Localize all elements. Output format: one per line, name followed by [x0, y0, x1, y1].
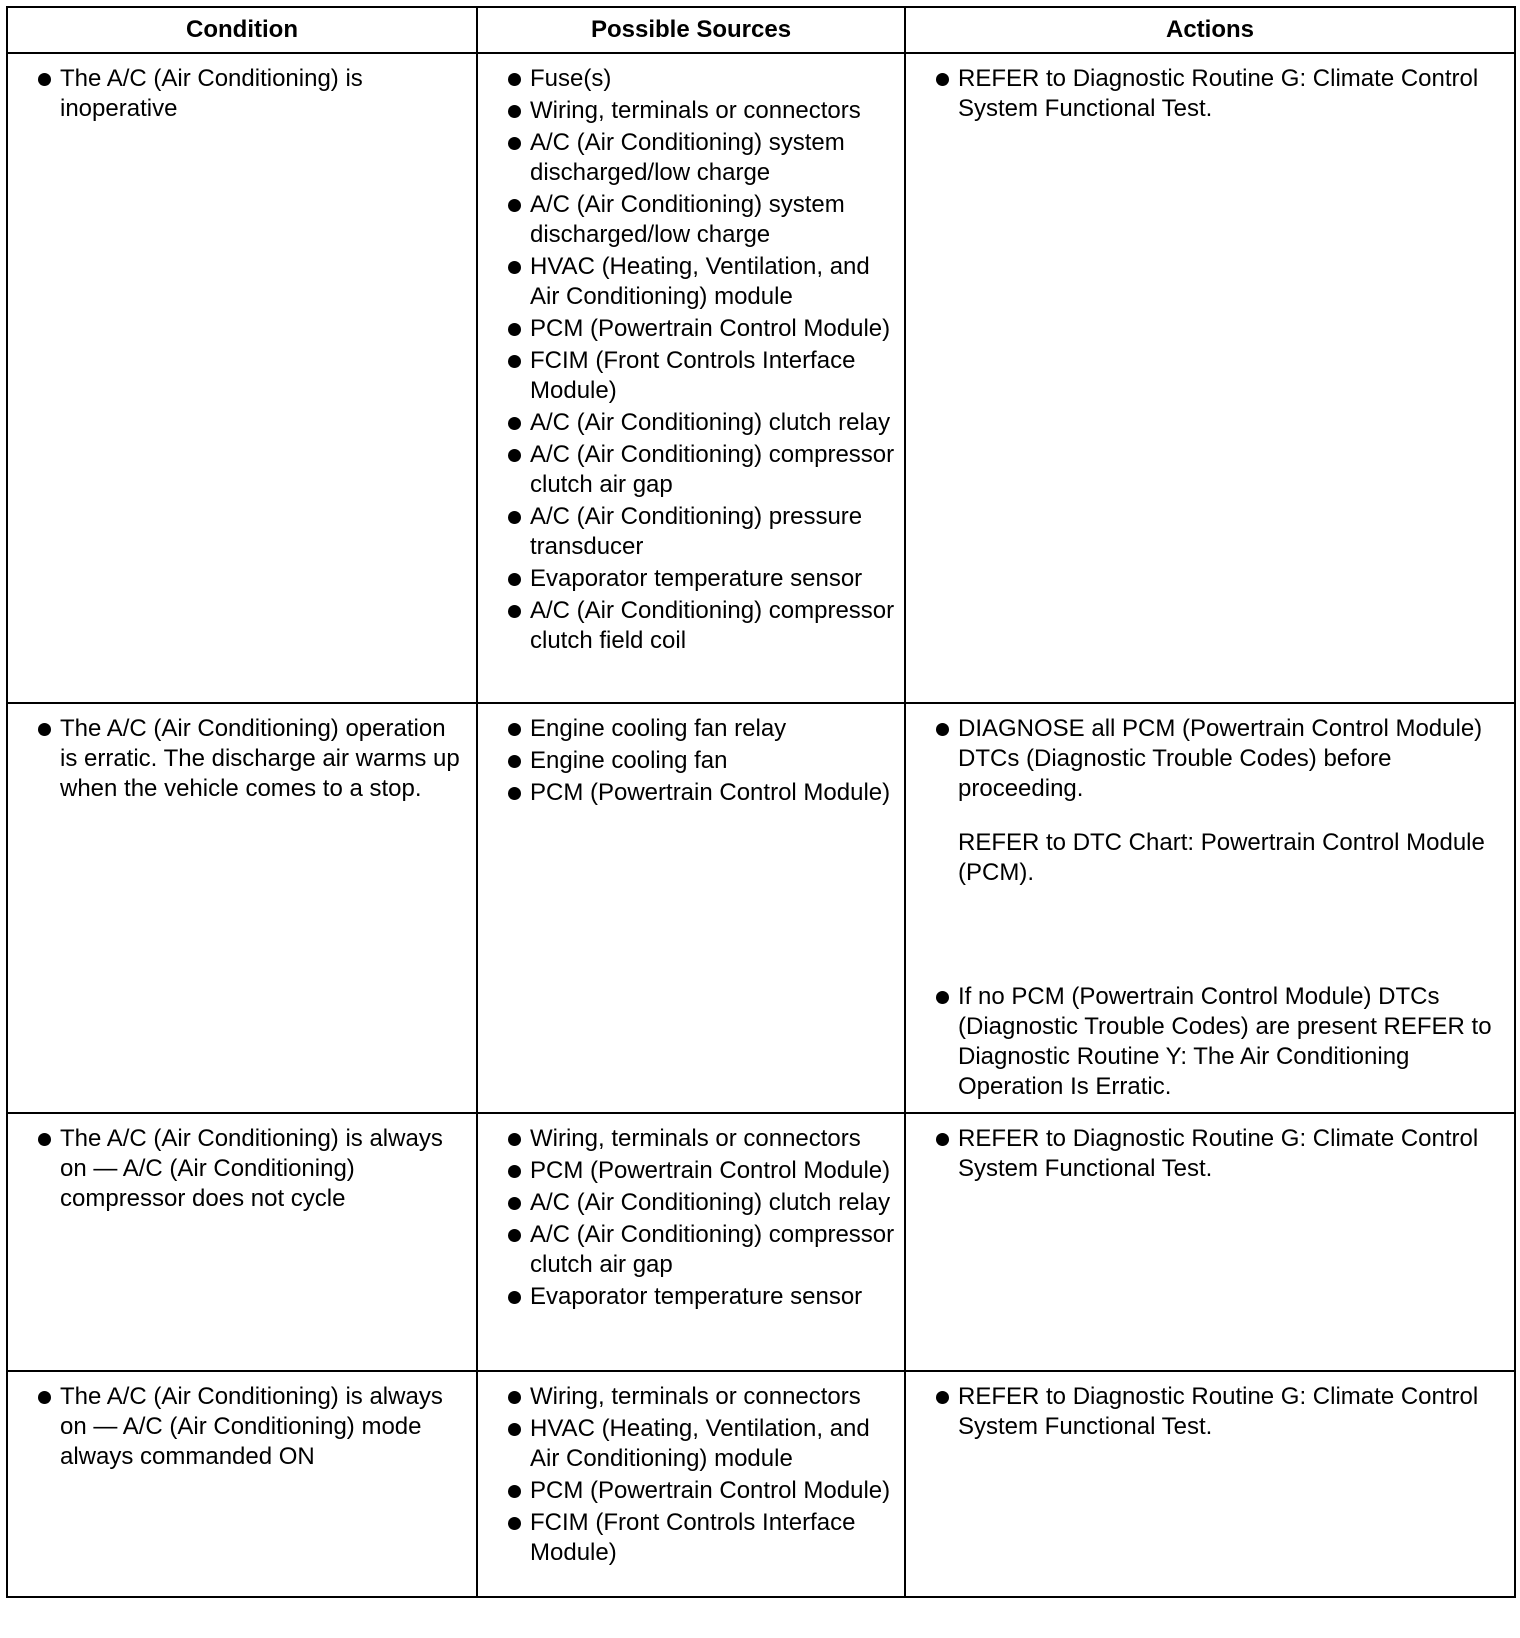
actions-cell: [905, 1371, 1515, 1597]
bullet-icon: [936, 991, 949, 1004]
bullet-icon: [38, 1391, 51, 1404]
source-text: Wiring, terminals or connectors: [530, 97, 861, 124]
bullet-icon: [38, 1133, 51, 1146]
bullet-icon: [936, 1133, 949, 1146]
bullet-icon: [508, 449, 521, 462]
source-text: FCIM (Front Controls Interface Module): [530, 1509, 856, 1566]
table-row: [7, 703, 1515, 1113]
list-item: [916, 1382, 1506, 1442]
sources-cell: [477, 1371, 905, 1597]
bullet-icon: [508, 417, 521, 430]
source-text: PCM (Powertrain Control Module): [530, 1477, 891, 1504]
bullet-icon: [508, 573, 521, 586]
bullet-icon: [508, 1165, 521, 1178]
bullet-icon: [508, 261, 521, 274]
source-text: HVAC (Heating, Ventilation, and Air Conditioning) module: [530, 253, 870, 310]
condition-cell: [7, 1113, 477, 1371]
action-text: REFER to Diagnostic Routine G: Climate Control System Functional Test.: [958, 1125, 1479, 1182]
list-item: [488, 1508, 896, 1568]
source-text: Wiring, terminals or connectors: [530, 1383, 861, 1410]
list-item: [488, 1124, 896, 1154]
source-text: Evaporator temperature sensor: [530, 1283, 863, 1310]
source-text: A/C (Air Conditioning) clutch relay: [530, 1189, 891, 1216]
bullet-icon: [508, 1133, 521, 1146]
list-item: [488, 314, 896, 344]
list-item: [488, 596, 896, 656]
source-text: Fuse(s): [530, 65, 612, 92]
bullet-icon: [936, 1391, 949, 1404]
list-item: [488, 1476, 896, 1506]
bullet-icon: [508, 355, 521, 368]
source-text: HVAC (Heating, Ventilation, and Air Conditioning) module: [530, 1415, 870, 1472]
list-item: [18, 1124, 468, 1214]
actions-cell: [905, 703, 1515, 1113]
bullet-icon: [508, 1197, 521, 1210]
condition-text: The A/C (Air Conditioning) is always on — A/C (Air Conditioning) compressor does not cycle: [60, 1125, 443, 1212]
source-text: Evaporator temperature sensor: [530, 565, 863, 592]
bullet-icon: [508, 105, 521, 118]
source-text: PCM (Powertrain Control Module): [530, 779, 891, 806]
list-item: [488, 128, 896, 188]
source-text: PCM (Powertrain Control Module): [530, 315, 891, 342]
action-text: REFER to Diagnostic Routine G: Climate Control System Functional Test.: [958, 1383, 1479, 1440]
bullet-icon: [508, 73, 521, 86]
bullet-icon: [936, 73, 949, 86]
list-item: [916, 64, 1506, 124]
header-actions: Actions: [905, 7, 1515, 53]
condition-text: The A/C (Air Conditioning) operation is erratic. The discharge air warms up when the vehicle comes to a stop.: [60, 715, 460, 802]
action-subtext: REFER to DTC Chart: Powertrain Control Module (PCM).: [958, 829, 1485, 886]
list-item: [488, 1220, 896, 1280]
source-text: A/C (Air Conditioning) system discharged/low charge: [530, 129, 845, 186]
sources-cell: [477, 703, 905, 1113]
list-item: [488, 408, 896, 438]
list-item: [18, 714, 468, 804]
list-item: [488, 440, 896, 500]
source-text: FCIM (Front Controls Interface Module): [530, 347, 856, 404]
bullet-icon: [508, 723, 521, 736]
list-item: [488, 252, 896, 312]
action-text: DIAGNOSE all PCM (Powertrain Control Module) DTCs (Diagnostic Trouble Codes) before proceeding.: [958, 715, 1483, 802]
source-text: Wiring, terminals or connectors: [530, 1125, 861, 1152]
list-item: [488, 746, 896, 776]
source-text: Engine cooling fan: [530, 747, 728, 774]
list-item: [488, 1382, 896, 1412]
bullet-icon: [508, 199, 521, 212]
source-text: A/C (Air Conditioning) pressure transducer: [530, 503, 863, 560]
condition-text: The A/C (Air Conditioning) is always on — A/C (Air Conditioning) mode always commanded ON: [60, 1383, 443, 1470]
condition-cell: [7, 53, 477, 703]
action-text: If no PCM (Powertrain Control Module) DTCs (Diagnostic Trouble Codes) are present REFER to Diagnostic Routine Y: The Air Conditioning Operation Is Erratic.: [958, 983, 1492, 1100]
bullet-icon: [508, 1517, 521, 1530]
condition-cell: [7, 703, 477, 1113]
header-row: [7, 7, 1515, 53]
list-item: [488, 96, 896, 126]
list-item: [488, 502, 896, 562]
list-item: [488, 190, 896, 250]
source-text: A/C (Air Conditioning) compressor clutch field coil: [530, 597, 895, 654]
list-item: [488, 1188, 896, 1218]
list-item: [18, 64, 468, 124]
condition-text: The A/C (Air Conditioning) is inoperative: [60, 65, 363, 122]
list-item: [488, 564, 896, 594]
bullet-icon: [508, 1229, 521, 1242]
bullet-icon: [508, 511, 521, 524]
table-row: [7, 1371, 1515, 1597]
header-possible-sources: Possible Sources: [477, 7, 905, 53]
source-text: A/C (Air Conditioning) clutch relay: [530, 409, 891, 436]
bullet-icon: [38, 73, 51, 86]
bullet-icon: [508, 1423, 521, 1436]
source-text: PCM (Powertrain Control Module): [530, 1157, 891, 1184]
bullet-icon: [508, 323, 521, 336]
header-condition: Condition: [7, 7, 477, 53]
table-row: [7, 1113, 1515, 1371]
list-item: [488, 714, 896, 744]
actions-cell: [905, 1113, 1515, 1371]
list-item: [488, 778, 896, 808]
source-text: A/C (Air Conditioning) compressor clutch air gap: [530, 441, 895, 498]
diagnostic-table: [6, 6, 1516, 1598]
bullet-icon: [936, 723, 949, 736]
bullet-icon: [508, 1485, 521, 1498]
bullet-icon: [508, 605, 521, 618]
list-item: [488, 1156, 896, 1186]
list-item: [488, 1282, 896, 1312]
list-item: [916, 1124, 1506, 1184]
sources-cell: [477, 1113, 905, 1371]
actions-cell: [905, 53, 1515, 703]
list-item: [916, 982, 1506, 1102]
list-item: [488, 64, 896, 94]
list-item: [488, 346, 896, 406]
bullet-icon: [508, 1391, 521, 1404]
bullet-icon: [508, 1291, 521, 1304]
condition-cell: [7, 1371, 477, 1597]
source-text: A/C (Air Conditioning) compressor clutch air gap: [530, 1221, 895, 1278]
action-text: REFER to Diagnostic Routine G: Climate Control System Functional Test.: [958, 65, 1479, 122]
table-row: [7, 53, 1515, 703]
list-item: [916, 714, 1506, 888]
list-item: [488, 1414, 896, 1474]
bullet-icon: [38, 723, 51, 736]
bullet-icon: [508, 755, 521, 768]
source-text: Engine cooling fan relay: [530, 715, 787, 742]
bullet-icon: [508, 787, 521, 800]
list-item: [18, 1382, 468, 1472]
source-text: A/C (Air Conditioning) system discharged/low charge: [530, 191, 845, 248]
sources-cell: [477, 53, 905, 703]
bullet-icon: [508, 137, 521, 150]
